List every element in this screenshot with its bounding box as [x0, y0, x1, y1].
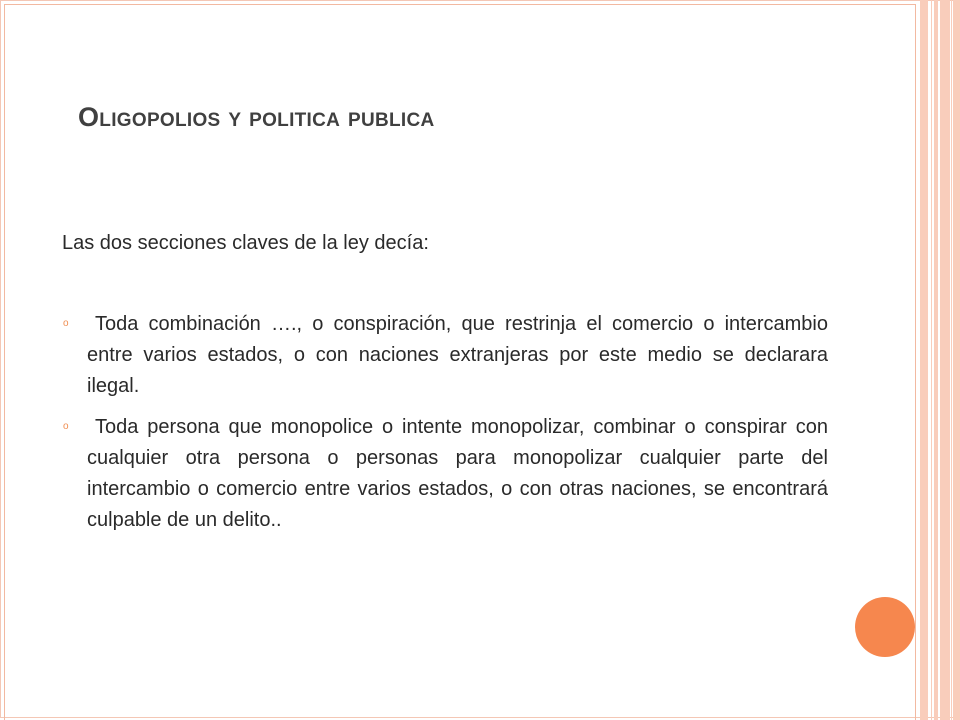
intro-text: Las dos secciones claves de la ley decía:	[62, 232, 429, 254]
bullet-text: Toda combinación …., o conspiración, que restrinja el comercio o intercambio entre varios estados, o con naciones extranjeras por este medio se declarara ilegal.	[87, 313, 828, 397]
slide-title: Oligopolios y politica publica	[78, 102, 435, 132]
decorative-stripes	[916, 0, 960, 720]
bullet-list	[62, 309, 828, 546]
bullet-item	[62, 309, 828, 402]
bullet-text: Toda persona que monopolice o intente monopolizar, combinar o conspirar con cualquier otra persona o personas para monopolizar cualquier parte del intercambio o comercio entre varios estados, o con otras naciones, se encontrará culpable de un delito..	[87, 416, 828, 531]
decorative-circle	[855, 597, 915, 657]
bullet-item	[62, 412, 828, 536]
bullet-circle-icon: o	[63, 421, 69, 432]
bullet-circle-icon: o	[63, 318, 69, 329]
